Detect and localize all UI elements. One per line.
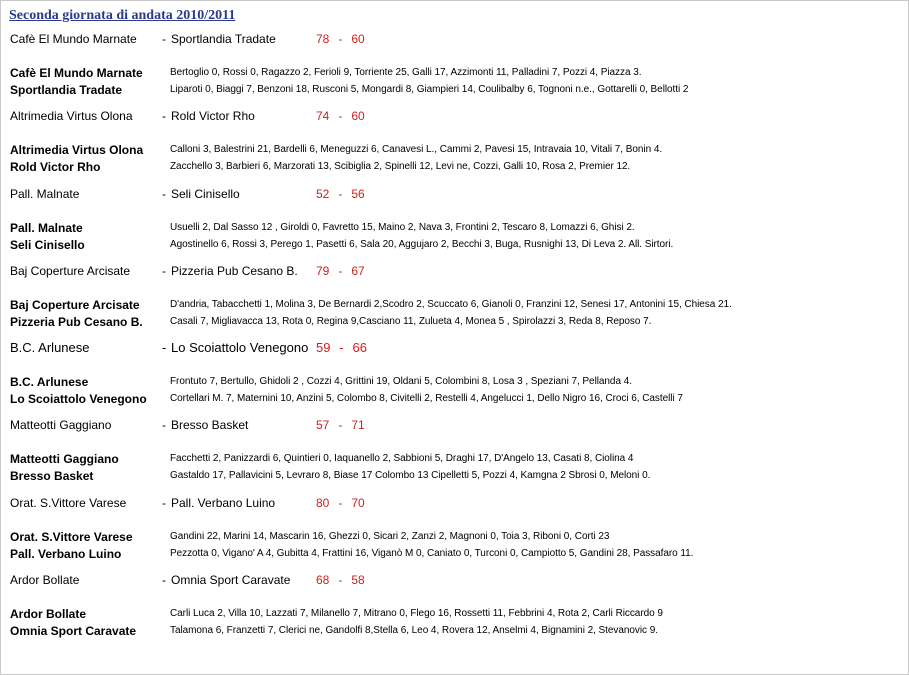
roster-team-name: Orat. S.Vittore Varese xyxy=(10,530,133,544)
home-score: 78 xyxy=(316,32,330,46)
home-score: 79 xyxy=(316,264,330,278)
roster-players: Bertoglio 0, Rossi 0, Ragazzo 2, Ferioli 9, Torriente 25, Galli 17, Azzimonti 11, Palladini 7, Pozzi 4, Piazza 3. xyxy=(170,67,642,78)
match-score xyxy=(316,496,365,510)
home-roster-row xyxy=(1,375,908,391)
roster-players: D'andria, Tabacchetti 1, Molina 3, De Bernardi 2,Scodro 2, Scuccato 6, Gianoli 0, Franzini 12, Senesi 17, Antonini 15, Chiesa 21. xyxy=(170,299,732,310)
match-away-team: Seli Cinisello xyxy=(171,187,240,201)
match-away-team: Bresso Basket xyxy=(171,418,249,432)
match-away-team: Rold Victor Rho xyxy=(171,109,255,123)
home-score: 52 xyxy=(316,187,330,201)
match-separator: - xyxy=(162,340,167,355)
home-roster-row xyxy=(1,452,908,468)
home-roster-row xyxy=(1,66,908,82)
score-separator: - xyxy=(338,418,343,432)
away-roster-row xyxy=(1,624,908,640)
roster-players: Calloni 3, Balestrini 21, Bardelli 6, Meneguzzi 6, Canavesi L., Cammi 2, Pavesi 15, Intravaia 10, Vitali 7, Bonin 4. xyxy=(170,144,663,155)
roster-players: Talamona 6, Franzetti 7, Clerici ne, Gandolfi 8,Stella 6, Leo 4, Rovera 12, Anselmi 4, Bignamini 2, Stevanovic 9. xyxy=(170,625,658,636)
match-home-team: Ardor Bollate xyxy=(10,573,80,587)
match-row xyxy=(1,418,908,436)
match-row xyxy=(1,187,908,205)
match-score xyxy=(316,32,365,46)
home-roster-row xyxy=(1,607,908,623)
match-score xyxy=(316,264,365,278)
roster-team-name: Baj Coperture Arcisate xyxy=(10,298,140,312)
score-separator: - xyxy=(338,496,343,510)
match-separator: - xyxy=(162,418,166,432)
away-roster-row xyxy=(1,238,908,254)
match-home-team: Matteotti Gaggiano xyxy=(10,418,112,432)
match-home-team: Orat. S.Vittore Varese xyxy=(10,496,127,510)
roster-players: Pezzotta 0, Vigano' A 4, Gubitta 4, Frattini 16, Viganò M 0, Caniato 0, Turconi 0, Campiotto 5, Gandini 28, Passafaro 11. xyxy=(170,548,694,559)
score-separator: - xyxy=(339,340,344,355)
home-roster-row xyxy=(1,530,908,546)
roster-players: Agostinello 6, Rossi 3, Perego 1, Pasetti 6, Sala 20, Aggujaro 2, Becchi 3, Buga, Rusnighi 13, Di Leva 2. All. Sirtori. xyxy=(170,239,674,250)
roster-players: Casali 7, Migliavacca 13, Rota 0, Regina 9,Casciano 11, Zulueta 4, Monea 5 , Spirolazzi 3, Reda 8, Reposo 7. xyxy=(170,316,652,327)
roster-team-name: Lo Scoiattolo Venegono xyxy=(10,392,147,406)
away-score: 71 xyxy=(351,418,365,432)
match-score xyxy=(316,573,365,587)
roster-team-name: Ardor Bollate xyxy=(10,607,87,621)
match-away-team: Pall. Verbano Luino xyxy=(171,496,276,510)
home-score: 59 xyxy=(316,340,331,355)
match-home-team: Baj Coperture Arcisate xyxy=(10,264,131,278)
score-separator: - xyxy=(338,264,343,278)
home-score: 80 xyxy=(316,496,330,510)
home-score: 68 xyxy=(316,573,330,587)
score-separator: - xyxy=(338,187,343,201)
match-away-team: Sportlandia Tradate xyxy=(171,32,276,46)
home-roster-row xyxy=(1,143,908,159)
roster-team-name: Pizzeria Pub Cesano B. xyxy=(10,315,143,329)
roster-team-name: B.C. Arlunese xyxy=(10,375,89,389)
roster-team-name: Altrimedia Virtus Olona xyxy=(10,143,144,157)
match-separator: - xyxy=(162,264,166,278)
match-row xyxy=(1,340,908,358)
match-separator: - xyxy=(162,109,166,123)
match-separator: - xyxy=(162,187,166,201)
score-separator: - xyxy=(338,32,343,46)
match-away-team: Lo Scoiattolo Venegono xyxy=(171,340,309,355)
score-separator: - xyxy=(338,573,343,587)
away-score: 60 xyxy=(351,32,365,46)
roster-players: Frontuto 7, Bertullo, Ghidoli 2 , Cozzi 4, Grittini 19, Oldani 5, Colombini 8, Losa 3 , Speziani 7, Pellanda 4. xyxy=(170,376,632,387)
away-roster-row xyxy=(1,392,908,408)
roster-players: Liparoti 0, Biaggi 7, Benzoni 18, Rusconi 5, Mongardi 8, Giampieri 14, Coulibalby 6, Tognoni n.e., Gottarelli 0, Bellotti 2 xyxy=(170,84,689,95)
match-separator: - xyxy=(162,573,166,587)
roster-team-name: Seli Cinisello xyxy=(10,238,85,252)
match-score xyxy=(316,187,365,201)
page-title[interactable]: Seconda giornata di andata 2010/2011 xyxy=(9,8,236,23)
home-score: 57 xyxy=(316,418,330,432)
match-row xyxy=(1,109,908,127)
away-score: 56 xyxy=(351,187,365,201)
away-score: 66 xyxy=(352,340,367,355)
roster-players: Facchetti 2, Panizzardi 6, Quintieri 0, Iaquanello 2, Sabbioni 5, Draghi 17, D'Angelo 13, Casati 8, Ciolina 4 xyxy=(170,453,634,464)
roster-players: Zacchello 3, Barbieri 6, Marzorati 13, Scibiglia 2, Spinelli 12, Levi ne, Cozzi, Galli 10, Rosa 2, Premier 12. xyxy=(170,161,631,172)
roster-players: Usuelli 2, Dal Sasso 12 , Giroldi 0, Favretto 15, Maino 2, Nava 3, Frontini 2, Tescaro 8, Lomazzi 6, Ghisi 2. xyxy=(170,222,635,233)
match-score xyxy=(316,340,367,355)
match-row xyxy=(1,496,908,514)
away-roster-row xyxy=(1,160,908,176)
match-home-team: Cafè El Mundo Marnate xyxy=(10,32,137,46)
away-roster-row xyxy=(1,469,908,485)
roster-team-name: Sportlandia Tradate xyxy=(10,83,123,97)
roster-team-name: Rold Victor Rho xyxy=(10,160,101,174)
away-score: 70 xyxy=(351,496,365,510)
match-row xyxy=(1,264,908,282)
match-home-team: B.C. Arlunese xyxy=(10,340,90,355)
match-row xyxy=(1,573,908,591)
match-separator: - xyxy=(162,496,166,510)
match-away-team: Pizzeria Pub Cesano B. xyxy=(171,264,298,278)
away-score: 67 xyxy=(351,264,365,278)
roster-players: Cortellari M. 7, Maternini 10, Anzini 5, Colombo 8, Civitelli 2, Restelli 4, Angelucci 1, Dello Nigro 16, Croci 6, Castelli 7 xyxy=(170,393,683,404)
roster-team-name: Bresso Basket xyxy=(10,469,94,483)
away-roster-row xyxy=(1,547,908,563)
roster-players: Gastaldo 17, Pallavicini 5, Levraro 8, Biase 17 Colombo 13 Cipelletti 5, Pozzi 4, Kamgna 2 Sbrosi 0, Meloni 0. xyxy=(170,470,651,481)
home-roster-row xyxy=(1,221,908,237)
match-home-team: Altrimedia Virtus Olona xyxy=(10,109,133,123)
roster-team-name: Cafè El Mundo Marnate xyxy=(10,66,143,80)
match-away-team: Omnia Sport Caravate xyxy=(171,573,291,587)
match-score xyxy=(316,109,365,123)
away-roster-row xyxy=(1,315,908,331)
away-roster-row xyxy=(1,83,908,99)
roster-players: Carli Luca 2, Villa 10, Lazzati 7, Milanello 7, Mitrano 0, Flego 16, Rossetti 11, Febbrini 4, Rota 2, Carli Riccardo 9 xyxy=(170,608,663,619)
match-score xyxy=(316,418,365,432)
match-home-team: Pall. Malnate xyxy=(10,187,80,201)
score-separator: - xyxy=(338,109,343,123)
away-score: 58 xyxy=(351,573,365,587)
roster-team-name: Pall. Verbano Luino xyxy=(10,547,122,561)
roster-team-name: Pall. Malnate xyxy=(10,221,83,235)
roster-team-name: Omnia Sport Caravate xyxy=(10,624,137,638)
away-score: 60 xyxy=(351,109,365,123)
match-row xyxy=(1,32,908,50)
home-roster-row xyxy=(1,298,908,314)
roster-team-name: Matteotti Gaggiano xyxy=(10,452,119,466)
match-separator: - xyxy=(162,32,166,46)
home-score: 74 xyxy=(316,109,330,123)
roster-players: Gandini 22, Marini 14, Mascarin 16, Ghezzi 0, Sicari 2, Zanzi 2, Magnoni 0, Toia 3, Riboni 0, Corti 23 xyxy=(170,531,610,542)
